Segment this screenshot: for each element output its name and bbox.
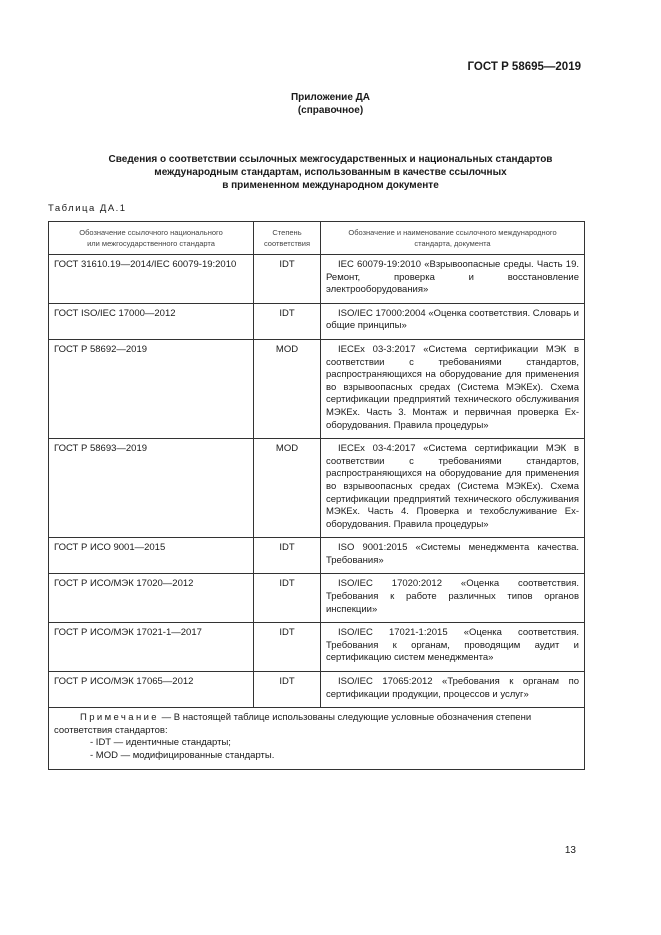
cell-degree: IDT bbox=[254, 672, 321, 708]
cell-degree: IDT bbox=[254, 574, 321, 623]
header-degree bbox=[254, 222, 321, 255]
cell-standard: ГОСТ Р ИСО/МЭК 17021-1—2017 bbox=[49, 623, 254, 672]
table-row bbox=[49, 574, 585, 623]
note-item-idt: - IDT — идентичные стандарты; bbox=[90, 737, 231, 749]
cell-international: IEC 60079-19:2010 «Взрывоопасные среды. Часть 19. Ремонт, проверка и восстановление электрооборудования» bbox=[321, 255, 585, 304]
header-international bbox=[321, 222, 585, 255]
cell-degree: IDT bbox=[254, 303, 321, 339]
cell-degree: IDT bbox=[254, 255, 321, 304]
heading-line-3: в примененном международном документе bbox=[222, 180, 439, 191]
table-note bbox=[49, 708, 585, 769]
cell-international: ISO/IEC 17020:2012 «Оценка соответствия. Требования к работе различных типов органов инспекции» bbox=[321, 574, 585, 623]
table-header-row bbox=[49, 222, 585, 255]
page-number: 13 bbox=[564, 845, 576, 856]
heading-line-1: Сведения о соответствии ссылочных межгосударственных и национальных стандартов bbox=[108, 154, 553, 165]
cell-international: ISO/IEC 17000:2004 «Оценка соответствия. Словарь и общие принципы» bbox=[321, 303, 585, 339]
heading-line-2: международным стандартам, использованным в качестве ссылочных bbox=[154, 167, 507, 178]
cell-standard: ГОСТ Р ИСО/МЭК 17020—2012 bbox=[49, 574, 254, 623]
header-degree-line-1: Степень bbox=[272, 228, 302, 237]
table-row bbox=[49, 303, 585, 339]
header-international-line-2: стандарта, документа bbox=[414, 238, 491, 248]
table-label: Таблица ДА.1 bbox=[48, 203, 127, 214]
table-row bbox=[49, 623, 585, 672]
table-row bbox=[49, 538, 585, 574]
document-code: ГОСТ Р 58695—2019 bbox=[467, 61, 581, 73]
table-row bbox=[49, 339, 585, 438]
note-label: Примечание bbox=[80, 712, 159, 724]
cell-international: IECEx 03-3:2017 «Система сертификации МЭК в соответствии с требованиями стандартов, распространяющихся на оборудование для применения во взрывоопасных средах (Система МЭКЕх). Схема сертификации предприятий технического обслуживания МЭКЕх. Часть 3. Монтаж и первичная проверка Ex-оборудования. Правила процедуры» bbox=[321, 339, 585, 438]
table-row bbox=[49, 255, 585, 304]
cell-degree: IDT bbox=[254, 538, 321, 574]
note-text: — В настоящей таблице использованы следующие условные обозначения степени соответствия стандартов: bbox=[54, 712, 532, 736]
cell-degree: MOD bbox=[254, 339, 321, 438]
cell-international: ISO/IEC 17021-1:2015 «Оценка соответствия. Требования к органам, проводящим аудит и сертификацию систем менеджмента» bbox=[321, 623, 585, 672]
cell-standard: ГОСТ Р 58693—2019 bbox=[49, 439, 254, 538]
table-row bbox=[49, 672, 585, 708]
annex-subtitle: (справочное) bbox=[297, 105, 364, 116]
section-heading bbox=[0, 153, 661, 192]
header-standard-line-1: Обозначение ссылочного национального bbox=[79, 228, 223, 237]
header-degree-line-2: соответствия bbox=[263, 238, 311, 248]
cell-international: ISO/IEC 17065:2012 «Требования к органам по сертификации продукции, процессов и услуг» bbox=[321, 672, 585, 708]
cell-standard: ГОСТ Р ИСО/МЭК 17065—2012 bbox=[49, 672, 254, 708]
annex-heading bbox=[0, 91, 661, 117]
cell-degree: MOD bbox=[254, 439, 321, 538]
cell-degree: IDT bbox=[254, 623, 321, 672]
header-standard bbox=[49, 222, 254, 255]
note-paragraph bbox=[54, 712, 579, 737]
cell-international: ISO 9001:2015 «Системы менеджмента качества. Требования» bbox=[321, 538, 585, 574]
cell-standard: ГОСТ ISO/IEC 17000—2012 bbox=[49, 303, 254, 339]
annex-title: Приложение ДА bbox=[290, 92, 371, 103]
cell-standard: ГОСТ Р 58692—2019 bbox=[49, 339, 254, 438]
header-standard-line-2: или межгосударственного стандарта bbox=[87, 238, 215, 248]
cell-international: IECEx 03-4:2017 «Система сертификации МЭК в соответствии с требованиями стандартов, распространяющихся на оборудование для применения во взрывоопасных средах (Система МЭКЕх). Схема сертификации предприятий технического обслуживания МЭКЕх. Часть 4. Проверка и техобслуживание Ex-оборудования. Правила процедуры» bbox=[321, 439, 585, 538]
cell-standard: ГОСТ 31610.19—2014/IEC 60079-19:2010 bbox=[49, 255, 254, 304]
header-international-line-1: Обозначение и наименование ссылочного международного bbox=[348, 228, 557, 237]
table-row bbox=[49, 439, 585, 538]
table-note-row bbox=[49, 708, 585, 769]
correspondence-table bbox=[48, 221, 585, 770]
note-item-mod: - MOD — модифицированные стандарты. bbox=[90, 750, 275, 761]
cell-standard: ГОСТ Р ИСО 9001—2015 bbox=[49, 538, 254, 574]
